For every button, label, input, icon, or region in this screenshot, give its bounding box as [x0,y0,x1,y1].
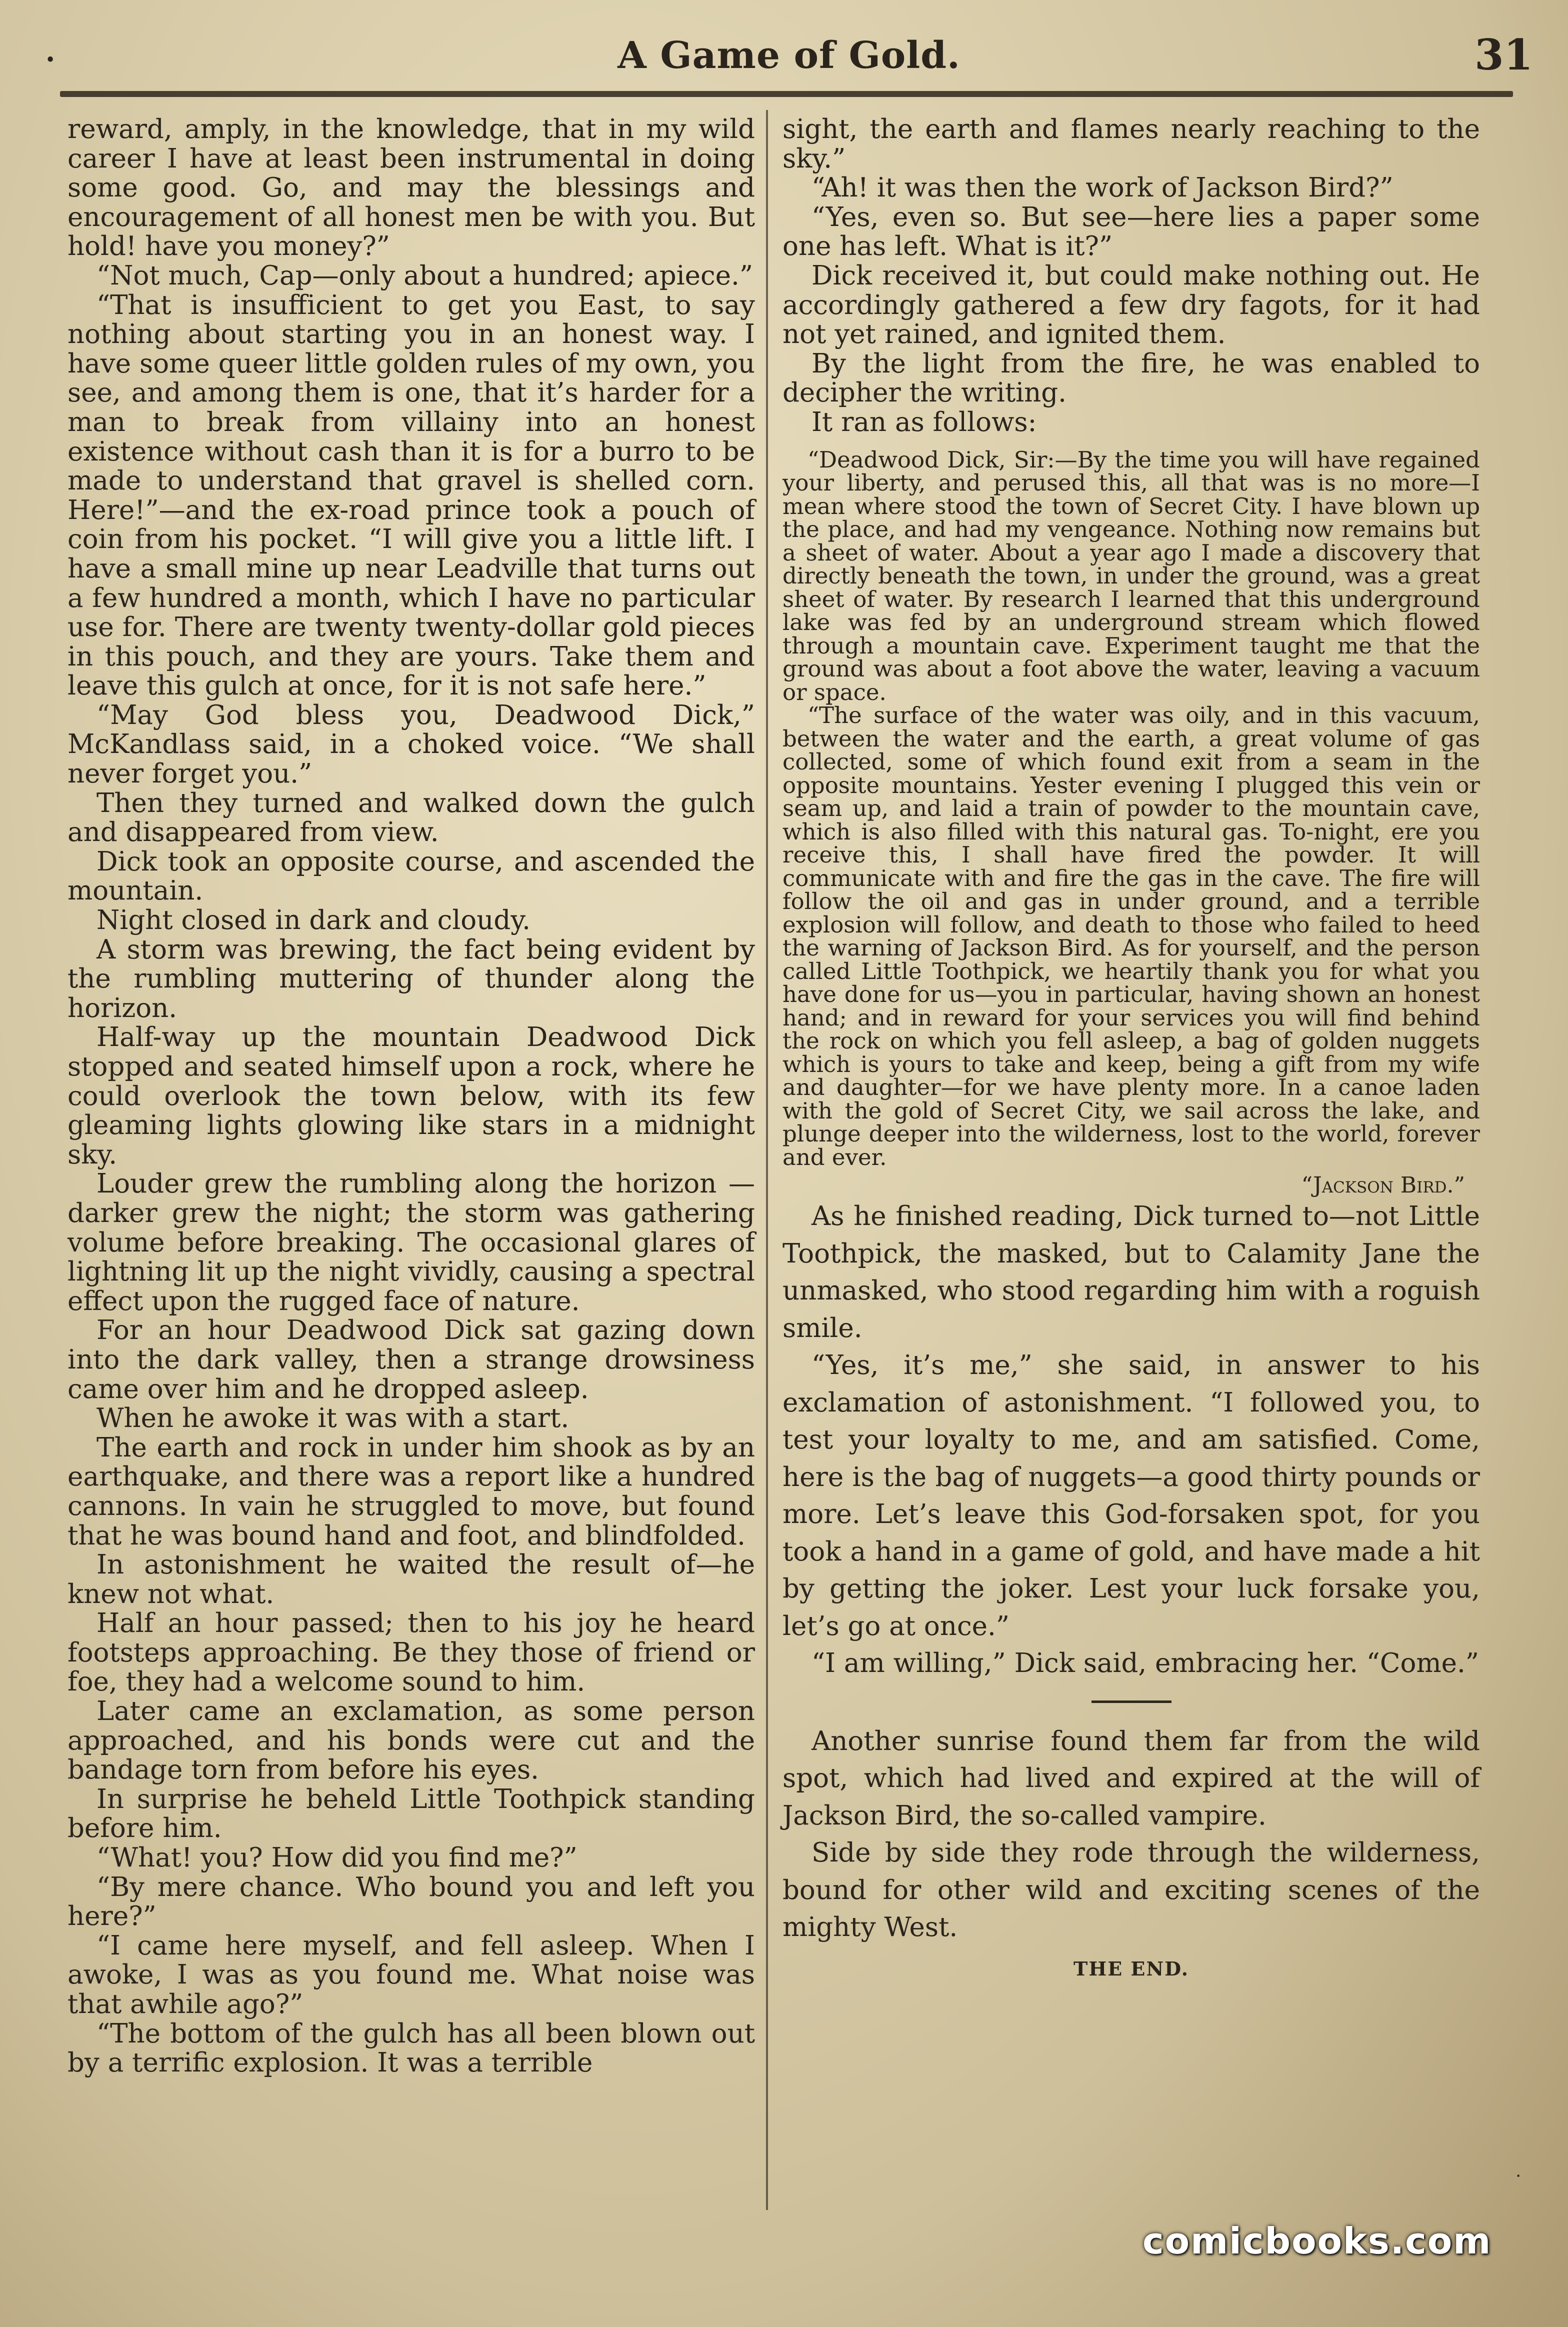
right-column-bottom [782,1198,1480,1682]
paragraph: A storm was brewing, the fact being evident by the rumbling muttering of thunder along the horizon. [68,934,755,1024]
paragraph: “Deadwood Dick, Sir:—By the time you will have regained your liberty, and perused this, all that was is no more—I mean where stood the town of Secret City. I have blown up the place, and had my vengeance. Nothing now remains but a sheet of water. About a year ago I made a discovery that directly beneath the town, in under the ground, was a great sheet of water. By research I learned that this underground lake was fed by an underground stream which flowed through a mountain cave. Experiment taught me that the ground was about a foot above the water, leaving a vacuum or space. [782,446,1480,706]
column-divider [766,110,768,2210]
paragraph: Dick took an opposite course, and ascended the mountain. [68,846,755,906]
paragraph: “I am willing,” Dick said, embracing her. “Come.” [812,1648,1479,1679]
corner-mark: • [45,50,56,70]
the-end: THE END. [1074,1957,1189,1980]
paragraph: “Ah! it was then the work of Jackson Bird?” [812,172,1394,204]
header-rule [60,91,1513,97]
paragraph: “May God bless you, Deadwood Dick,” McKandlass said, in a choked voice. “We shall never forget you.” [68,700,755,790]
site-watermark: comicbooks.com [1142,2220,1492,2262]
paragraph: “What! you? How did you find me?” [96,1842,578,1874]
paragraph: sight, the earth and flames nearly reaching to the sky.” [782,114,1480,174]
paragraph: The earth and rock in under him shook as by an earthquake, and there was a report like a hundred cannons. In vain he struggled to move, but found that he was bound hand and foot, and blindfolded. [68,1432,755,1551]
paragraph: Half an hour passed; then to his joy he heard footsteps approaching. Be they those of friend or foe, they had a welcome sound to him. [68,1608,755,1698]
paragraph: When he awoke it was with a start. [96,1403,570,1434]
paragraph: Half-way up the mountain Deadwood Dick stopped and seated himself upon a rock, where he could overlook the town below, with its few gleaming lights glowing like stars in a midnight sky. [68,1022,755,1170]
paragraph: It ran as follows: [812,406,1037,438]
paragraph: “Not much, Cap—only about a hundred; apiece.” [96,260,753,291]
running-title: A Game of Gold. [618,34,960,77]
jackson-bird-letter [782,448,1480,1170]
right-column-top [782,115,1480,438]
paragraph: reward, amply, in the knowledge, that in my wild career I have at least been instrumental in doing some good. Go, and may the blessings and encouragement of all honest men be with you. But hold! have you money?” [68,114,755,262]
paragraph: As he finished reading, Dick turned to—not Little Toothpick, the masked, but to Calamity Jane the unmasked, who stood regarding him with a roguish smile. [782,1201,1480,1344]
paragraph: Side by side they rode through the wilderness, bound for other wild and exciting scenes of the mighty West. [782,1838,1480,1943]
page-number: 31 [1474,30,1533,80]
paragraph: “The bottom of the gulch has all been blown out by a terrific explosion. It was a terrible [68,2018,755,2078]
paragraph: Then they turned and walked down the gulch and disappeared from view. [68,788,755,848]
paragraph: “That is insufficient to get you East, to say nothing about starting you in an honest way. I have some queer little golden rules of my own, you see, and among them is one, that it’s harder for a man to break from villainy into an honest existence without cash than it is for a burro to be made to understand that gravel is shelled corn. Here!”—and the ex-road prince took a pouch of coin from his pocket. “I will give you a little lift. I have a small mine up near Leadville that turns out a few hundred a month, which I have no particular use for. There are twenty twenty-dollar gold pieces in this pouch, and they are yours. Take them and leave this gulch at once, for it is not safe here.” [68,290,755,702]
paragraph: For an hour Deadwood Dick sat gazing down into the dark valley, then a strange drowsiness came over him and he dropped asleep. [68,1315,755,1404]
paragraph: “Yes, it’s me,” she said, in answer to his exclamation of astonishment. “I followed you, to test your loyalty to me, and am satisfied. Come, here is the bag of nuggets—a good thirty pounds or more. Let’s leave this God-forsaken spot, for you took a hand in a game of gold, and have made a hit by getting the joker. Lest your luck forsake you, let’s go at once.” [782,1350,1480,1642]
right-column [782,115,1480,1984]
paragraph: “By mere chance. Who bound you and left you here?” [68,1872,755,1932]
letter-signature: “Jackson Bird.” [1301,1172,1465,1198]
paragraph: Later came an exclamation, as some person approached, and his bonds were cut and the bandage torn from before his eyes. [68,1696,755,1786]
paragraph: Dick received it, but could make nothing out. He accordingly gathered a few dry fagots, for it had not yet rained, and ignited them. [782,260,1480,350]
paragraph: “Yes, even so. But see—here lies a paper some one has left. What is it?” [782,202,1480,262]
paragraph: By the light from the fire, he was enabled to decipher the writing. [782,348,1480,408]
stray-mark: ᐧ [1515,2165,1520,2188]
epilogue [782,1723,1480,1946]
paragraph: “The surface of the water was oily, and in this vacuum, between the water and the earth, a great volume of gas collected, some of which found exit from a seam in the opposite mountains. Yester evening I plugged this vein or seam up, and laid a train of powder to the mountain cave, which is also filled with this natural gas. To-night, ere you receive this, I shall have fired the powder. It will communicate with and fire the gas in the cave. The fire will follow the oil and gas in under ground, and a terrible explosion will follow, and death to those who failed to heed the warning of Jackson Bird. As for yourself, and the person called Little Toothpick, we heartily thank you for what you have done for us—you in particular, having shown an honest hand; and in reward for your services you will find behind the rock on which you fell asleep, a bag of golden nuggets which is yours to take and keep, being a gift from my wife and daughter—for we have plenty more. In a canoe laden with the gold of Secret City, we sail across the lake, and plunge deeper into the wilderness, lost to the world, forever and ever. [782,702,1480,1170]
paragraph: Louder grew the rumbling along the horizon —darker grew the night; the storm was gathering volume before breaking. The occasional glares of lightning lit up the night vividly, causing a spectral effect upon the rugged face of nature. [68,1168,755,1316]
paragraph: Another sunrise found them far from the wild spot, which had lived and expired at the will of Jackson Bird, the so-called vampire. [782,1726,1480,1831]
paragraph: Night closed in dark and cloudy. [96,905,531,936]
paragraph: In surprise he beheld Little Toothpick standing before him. [68,1784,755,1844]
paragraph: In astonishment he waited the result of—he knew not what. [68,1550,755,1610]
paragraph: “I came here myself, and fell asleep. When I awoke, I was as you found me. What noise was that awhile ago?” [68,1930,755,2020]
section-separator [1092,1700,1172,1703]
left-column [68,115,755,2078]
page-header [45,30,1533,85]
